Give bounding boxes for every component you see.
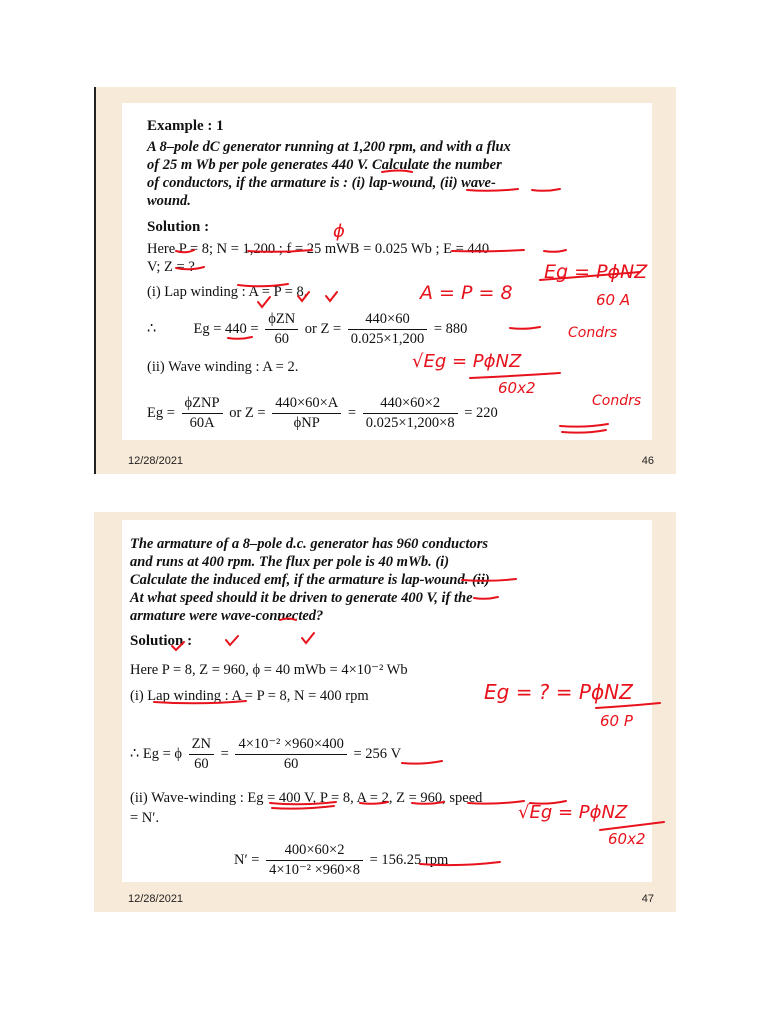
- solution-label: Solution :: [130, 633, 193, 649]
- speed-result: = 156.25 rpm: [369, 851, 449, 868]
- problem-line-4: At what speed should it be driven to generate 400 V, if the: [130, 590, 473, 606]
- problem-line-1: A 8–pole dC generator running at 1,200 rpm, and with a flux: [147, 139, 511, 155]
- lap-result: = 880: [433, 320, 468, 337]
- wave-winding-line: (ii) Wave winding : A = 2.: [147, 359, 299, 375]
- annot-eg-wave: √Eg = PϕNZ: [518, 802, 628, 823]
- problem-line-2: of 25 m Wb per pole generates 440 V. Calculate the number: [147, 157, 502, 173]
- slide-page-number: 47: [641, 893, 654, 905]
- wave-frac-1: $\frac{\text{ϕZNP}}{60A}$: [182, 395, 223, 432]
- problem-line-2: and runs at 400 rpm. The flux per pole is 40 mWb. (i): [130, 554, 450, 570]
- annot-condrs-1: Condrs: [568, 325, 618, 341]
- slide-date: 12/28/2021: [128, 455, 184, 467]
- lap-eq-prefix: ∴ Eg = ϕ: [130, 745, 183, 762]
- problem-line-5: armature were wave-connected?: [130, 608, 324, 624]
- slide-page-number: 46: [641, 455, 654, 467]
- lap-winding-line: (i) Lap winding : A = P = 8, N = 400 rpm: [130, 688, 369, 704]
- wave-frac-2: $\frac{440\times 60\times A}{\text{ϕNP}}$: [272, 395, 341, 432]
- slide-content: [122, 103, 652, 440]
- wave-result: = 220: [464, 404, 498, 421]
- annot-wave-den: 60x2: [498, 379, 536, 397]
- annot-condrs-2: Condrs: [592, 393, 642, 409]
- slide-content: [122, 520, 652, 882]
- lap-frac-2: $\frac{440\times 60}{0.025\times 1,200}$: [348, 311, 427, 348]
- wave-eq-lhs: Eg =: [147, 404, 175, 421]
- problem-line-1: The armature of a 8–pole d.c. generator has 960 conductors: [130, 536, 489, 552]
- lap-eq-lhs: Eg = 440 =: [193, 320, 259, 337]
- example-title: Example : 1: [147, 118, 224, 134]
- lap-result: = 256 V: [353, 745, 402, 762]
- wave-winding-line: (ii) Wave-winding : Eg = 400 V, P = 8, A = 2, Z = 960, speed: [130, 790, 483, 806]
- annot-eg-den: 60 P: [600, 712, 633, 730]
- problem-line-3: Calculate the induced emf, if the armature is lap-wound. (ii): [130, 572, 490, 588]
- lap-eq-or: or Z =: [304, 320, 342, 337]
- speed-equation: [234, 842, 448, 879]
- slide-date: 12/28/2021: [128, 893, 184, 905]
- speed-frac: $\frac{400\times 60\times 2}{\text{4×10⁻² ×960×8}}$: [266, 842, 363, 879]
- annot-wave-den: 60x2: [608, 830, 646, 848]
- lap-frac-2: $\frac{\text{4×10⁻² ×960×400}}{60}$: [235, 736, 346, 773]
- therefore-symbol: ∴: [147, 320, 157, 337]
- slide-border: [94, 87, 96, 474]
- lap-equation: ∴ Eg = ϕ $\frac{ZN}{60}$ = $\frac{\text{4×10⁻² ×960×400}}{60}$ = 256 V: [130, 736, 402, 772]
- annot-phi: ϕ: [333, 221, 345, 242]
- annot-eg-wave: √Eg = PϕNZ: [412, 351, 522, 372]
- lap-equation: [147, 311, 467, 348]
- annot-eg-den: 60 A: [596, 291, 631, 309]
- wave-eq-or: or Z =: [229, 404, 266, 421]
- given-line-1: Here P = 8; N = 1,200 ; f = 25 mWB = 0.025 Wb ; E = 440: [147, 241, 490, 257]
- lap-winding-line: (i) Lap winding : A = P = 8.: [147, 284, 308, 300]
- solution-label: Solution :: [147, 219, 210, 235]
- wave-frac-3: $\frac{440\times 60\times 2}{0.025\times 1,200\times 8}$: [363, 395, 458, 432]
- annot-a-eq-p: A = P = 8: [420, 282, 513, 304]
- given-line-2: V; Z = ?: [147, 259, 195, 275]
- slide-46: [94, 87, 676, 474]
- annot-eg-question: Eg = ? = PϕNZ: [484, 680, 633, 704]
- lap-frac-1: $\frac{ZN}{60}$: [189, 736, 214, 773]
- slide-47: [94, 512, 676, 912]
- speed-lhs: N′ =: [234, 851, 260, 868]
- problem-line-4: wound.: [147, 193, 191, 209]
- problem-line-3: of conductors, if the armature is : (i) lap-wound, (ii) wave-: [147, 175, 496, 191]
- wave-winding-line-2: = N′.: [130, 810, 160, 826]
- lap-frac-1: $\frac{\text{ϕZN}}{60}$: [265, 311, 298, 348]
- annot-eg-formula: Eg = PϕNZ: [544, 261, 648, 283]
- wave-equation: Eg = $\frac{\text{ϕZNP}}{60A}$ or Z = $\frac{440\times 60\times A}{\text{ϕNP}}$ = $\frac{440\times 60\times 2}{0.025\times 1,200\times 8}$ = 220: [147, 395, 498, 431]
- given-line: Here P = 8, Z = 960, ϕ = 40 mWb = 4×10⁻² Wb: [130, 662, 408, 678]
